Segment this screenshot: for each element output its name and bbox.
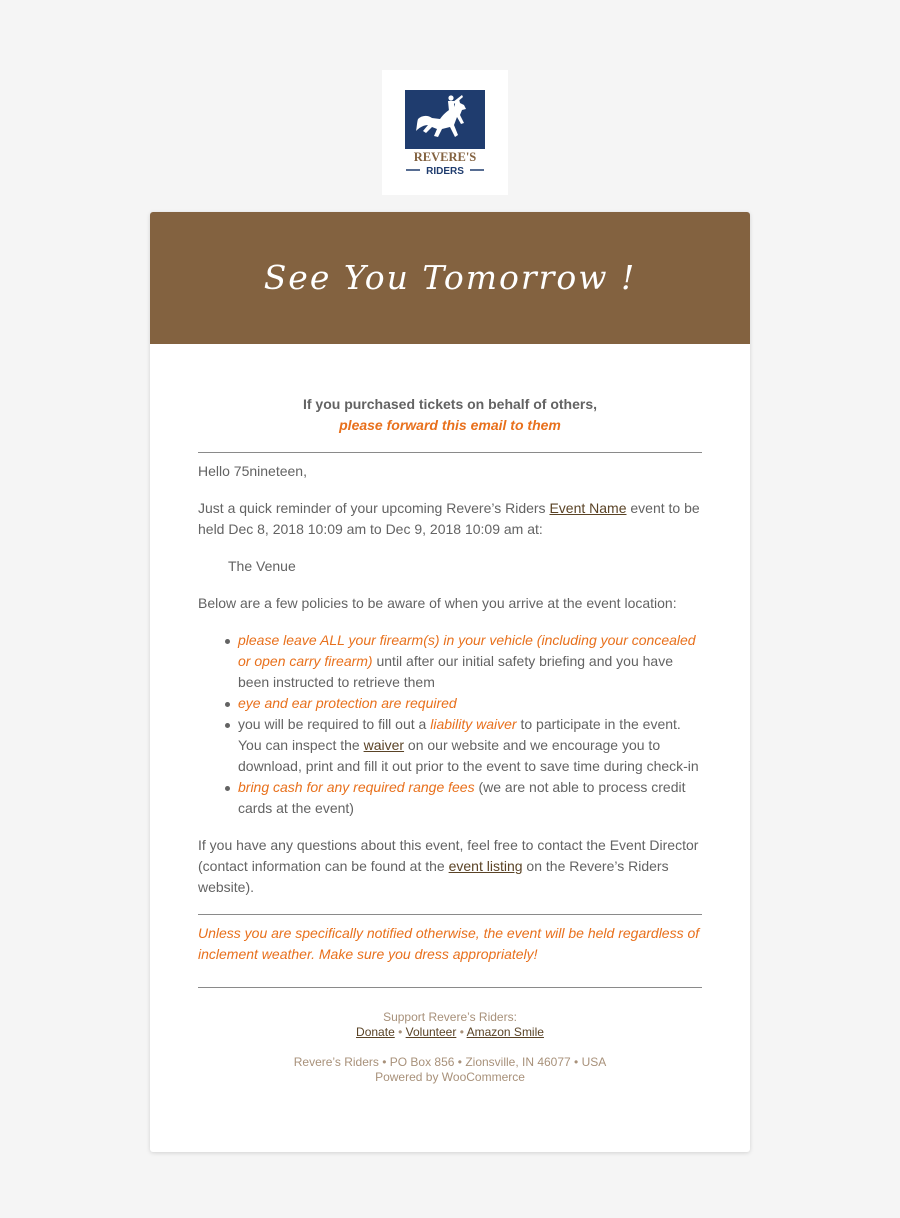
volunteer-link[interactable]: Volunteer — [405, 1025, 457, 1039]
policy-text: until after our initial safety briefing and you have been instructed to retrieve them — [238, 653, 673, 690]
email-card — [150, 212, 750, 1152]
event-listing-link[interactable]: event listing — [448, 858, 523, 874]
greeting: Hello 75nineteen, — [198, 463, 307, 479]
separator: • — [459, 1025, 464, 1039]
policy-text: (we are not able to process credit cards at the event) — [238, 779, 686, 816]
policies-intro: Below are a few policies to be aware of when you arrive at the event location: — [198, 595, 677, 611]
reminder-text-post: event to be held Dec 8, 2018 10:09 am to Dec 9, 2018 10:09 am at: — [198, 500, 700, 537]
logo-text-riders: RIDERS — [426, 166, 464, 177]
reminder-text-pre: Just a quick reminder of your upcoming Revere’s Riders — [198, 500, 550, 516]
header-banner — [150, 212, 750, 344]
revere-riders-logo — [404, 89, 486, 177]
notice-line-2: please forward this email to them — [339, 417, 561, 433]
logo-text-reveres: REVERE'S — [413, 150, 477, 164]
support-label: Support Revere’s Riders: — [383, 1010, 517, 1024]
list-item — [238, 714, 702, 777]
list-item — [238, 777, 702, 819]
banner-title: See You Tomorrow ! — [263, 258, 637, 297]
list-item — [238, 693, 702, 714]
questions-text-post: on the Revere’s Riders website). — [198, 858, 669, 895]
footer — [198, 1010, 702, 1085]
waiver-link[interactable]: waiver — [363, 737, 405, 753]
policy-highlight: liability waiver — [430, 716, 517, 732]
venue-name: The Venue — [228, 558, 296, 574]
forward-notice — [198, 394, 702, 436]
policy-text: on our website and we encourage you to download, print and fill it out prior to the event to save time during check-in — [238, 737, 699, 774]
policy-highlight: bring cash for any required range fees — [238, 779, 475, 795]
email-content — [198, 394, 702, 1085]
list-item — [238, 630, 702, 693]
amazon-smile-link[interactable]: Amazon Smile — [466, 1025, 544, 1039]
policy-text: to participate in the event. You can inspect the — [238, 716, 681, 753]
donate-link[interactable]: Donate — [356, 1025, 395, 1039]
divider — [198, 452, 702, 453]
policy-highlight: eye and ear protection are required — [238, 695, 457, 711]
reminder-paragraph — [198, 498, 702, 540]
mailing-address: Revere’s Riders • PO Box 856 • Zionsville, IN 46077 • USA — [293, 1055, 607, 1069]
event-name-link[interactable]: Event Name — [549, 500, 627, 516]
weather-notice: Unless you are specifically notified otherwise, the event will be held regardless of inclement weather. Make sure you dress appropriately! — [198, 925, 700, 962]
support-links — [198, 1025, 702, 1040]
policy-highlight: please leave ALL your firearm(s) in your vehicle (including your concealed or open carry firearm) — [238, 632, 696, 669]
separator: • — [398, 1025, 403, 1039]
questions-paragraph — [198, 835, 702, 898]
notice-line-1: If you purchased tickets on behalf of others, — [302, 396, 598, 412]
divider — [198, 987, 702, 988]
questions-text-pre: If you have any questions about this event, feel free to contact the Event Director (contact information can be found at the — [198, 837, 699, 874]
policies-list — [198, 630, 702, 819]
policy-text: you will be required to fill out a — [238, 716, 431, 732]
powered-by: Powered by WooCommerce — [375, 1070, 525, 1084]
divider — [198, 914, 702, 915]
logo-container — [382, 70, 508, 195]
